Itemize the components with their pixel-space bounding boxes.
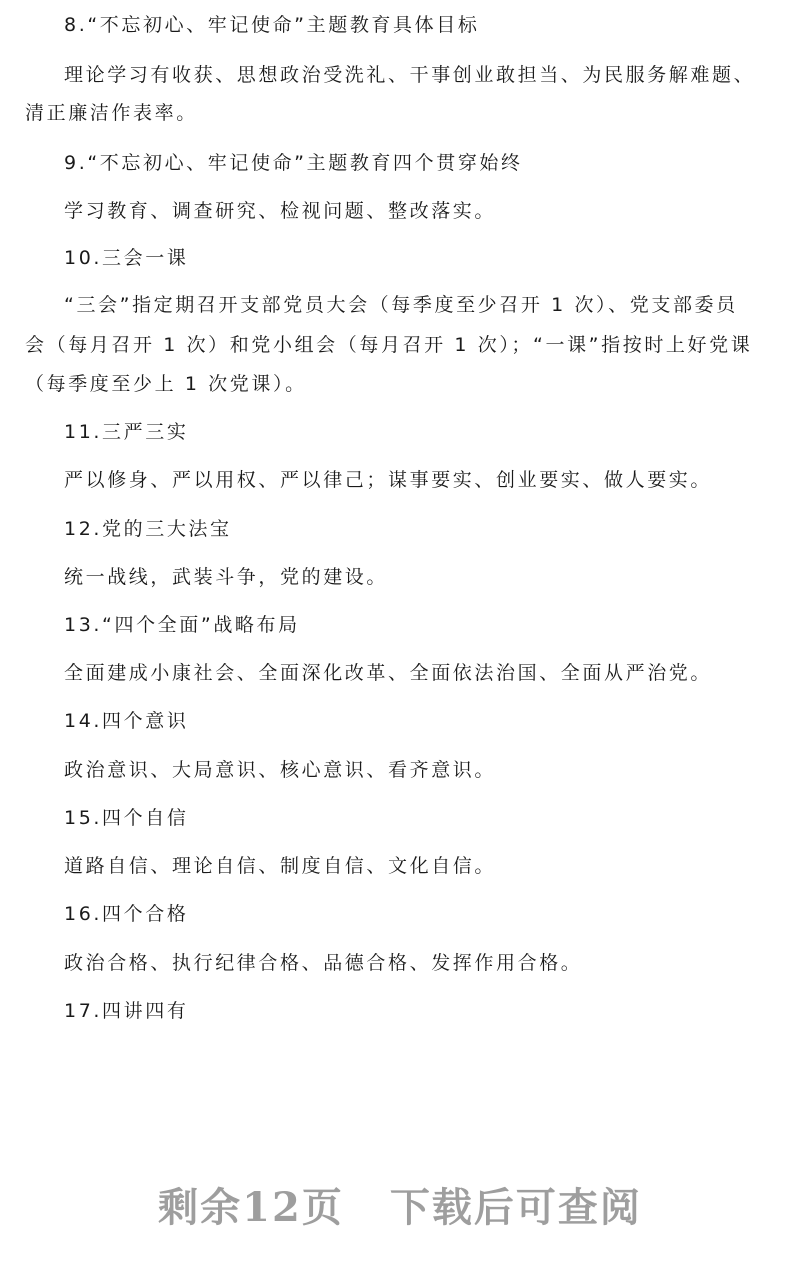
section-body-line: 统一战线，武装斗争，党的建设。 — [64, 566, 389, 588]
section-number: 8. — [64, 14, 88, 36]
section-heading — [64, 901, 188, 927]
section-number: 14. — [64, 710, 103, 732]
section-title: 党的三大法宝 — [102, 518, 232, 540]
section-title: 四个合格 — [102, 903, 189, 925]
section-heading — [64, 805, 188, 831]
remaining-pages-banner — [0, 1176, 800, 1233]
section-heading — [64, 612, 300, 638]
section-heading — [64, 150, 523, 176]
section-number: 15. — [64, 807, 103, 829]
section-title: 四个意识 — [102, 710, 189, 732]
section-title: 三会一课 — [102, 247, 189, 269]
remaining-pages-text: 剩余12页 — [158, 1184, 344, 1231]
section-body-line: 政治合格、执行纪律合格、品德合格、发挥作用合格。 — [64, 952, 583, 974]
section-heading — [64, 708, 188, 734]
section-body-line: “三会”指定期召开支部党员大会（每季度至少召开 1 次）、党支部委员 — [64, 294, 738, 316]
section-title: “不忘初心、牢记使命”主题教育四个贯穿始终 — [87, 152, 523, 174]
section-body-line: 清正廉洁作表率。 — [25, 102, 198, 124]
section-number: 17. — [64, 1000, 103, 1022]
section-number: 13. — [64, 614, 103, 636]
section-body-line: （每季度至少上 1 次党课）。 — [25, 373, 307, 395]
section-heading — [64, 419, 188, 445]
section-body-line: 严以修身、严以用权、严以律己；谋事要实、创业要实、做人要实。 — [64, 469, 713, 491]
section-number: 9. — [64, 152, 88, 174]
section-title: 四个自信 — [102, 807, 189, 829]
section-body-line: 学习教育、调查研究、检视问题、整改落实。 — [64, 200, 497, 222]
section-title: 三严三实 — [102, 421, 189, 443]
section-body-line: 全面建成小康社会、全面深化改革、全面依法治国、全面从严治党。 — [64, 662, 713, 684]
section-heading — [64, 245, 188, 271]
section-number: 16. — [64, 903, 103, 925]
section-title: “不忘初心、牢记使命”主题教育具体目标 — [87, 14, 480, 36]
section-heading — [64, 998, 188, 1024]
section-number: 12. — [64, 518, 103, 540]
section-heading — [64, 516, 232, 542]
section-body-line: 政治意识、大局意识、核心意识、看齐意识。 — [64, 759, 497, 781]
download-to-view-text: 下载后可查阅 — [389, 1184, 642, 1231]
section-number: 10. — [64, 247, 103, 269]
section-body-line: 道路自信、理论自信、制度自信、文化自信。 — [64, 855, 497, 877]
section-title: 四讲四有 — [102, 1000, 189, 1022]
section-heading — [64, 12, 479, 38]
section-title: “四个全面”战略布局 — [102, 614, 300, 636]
section-body-line: 会（每月召开 1 次）和党小组会（每月召开 1 次）；“一课”指按时上好党课 — [25, 334, 753, 356]
section-body-line: 理论学习有收获、思想政治受洗礼、干事创业敢担当、为民服务解难题、 — [64, 64, 756, 86]
section-number: 11. — [64, 421, 103, 443]
